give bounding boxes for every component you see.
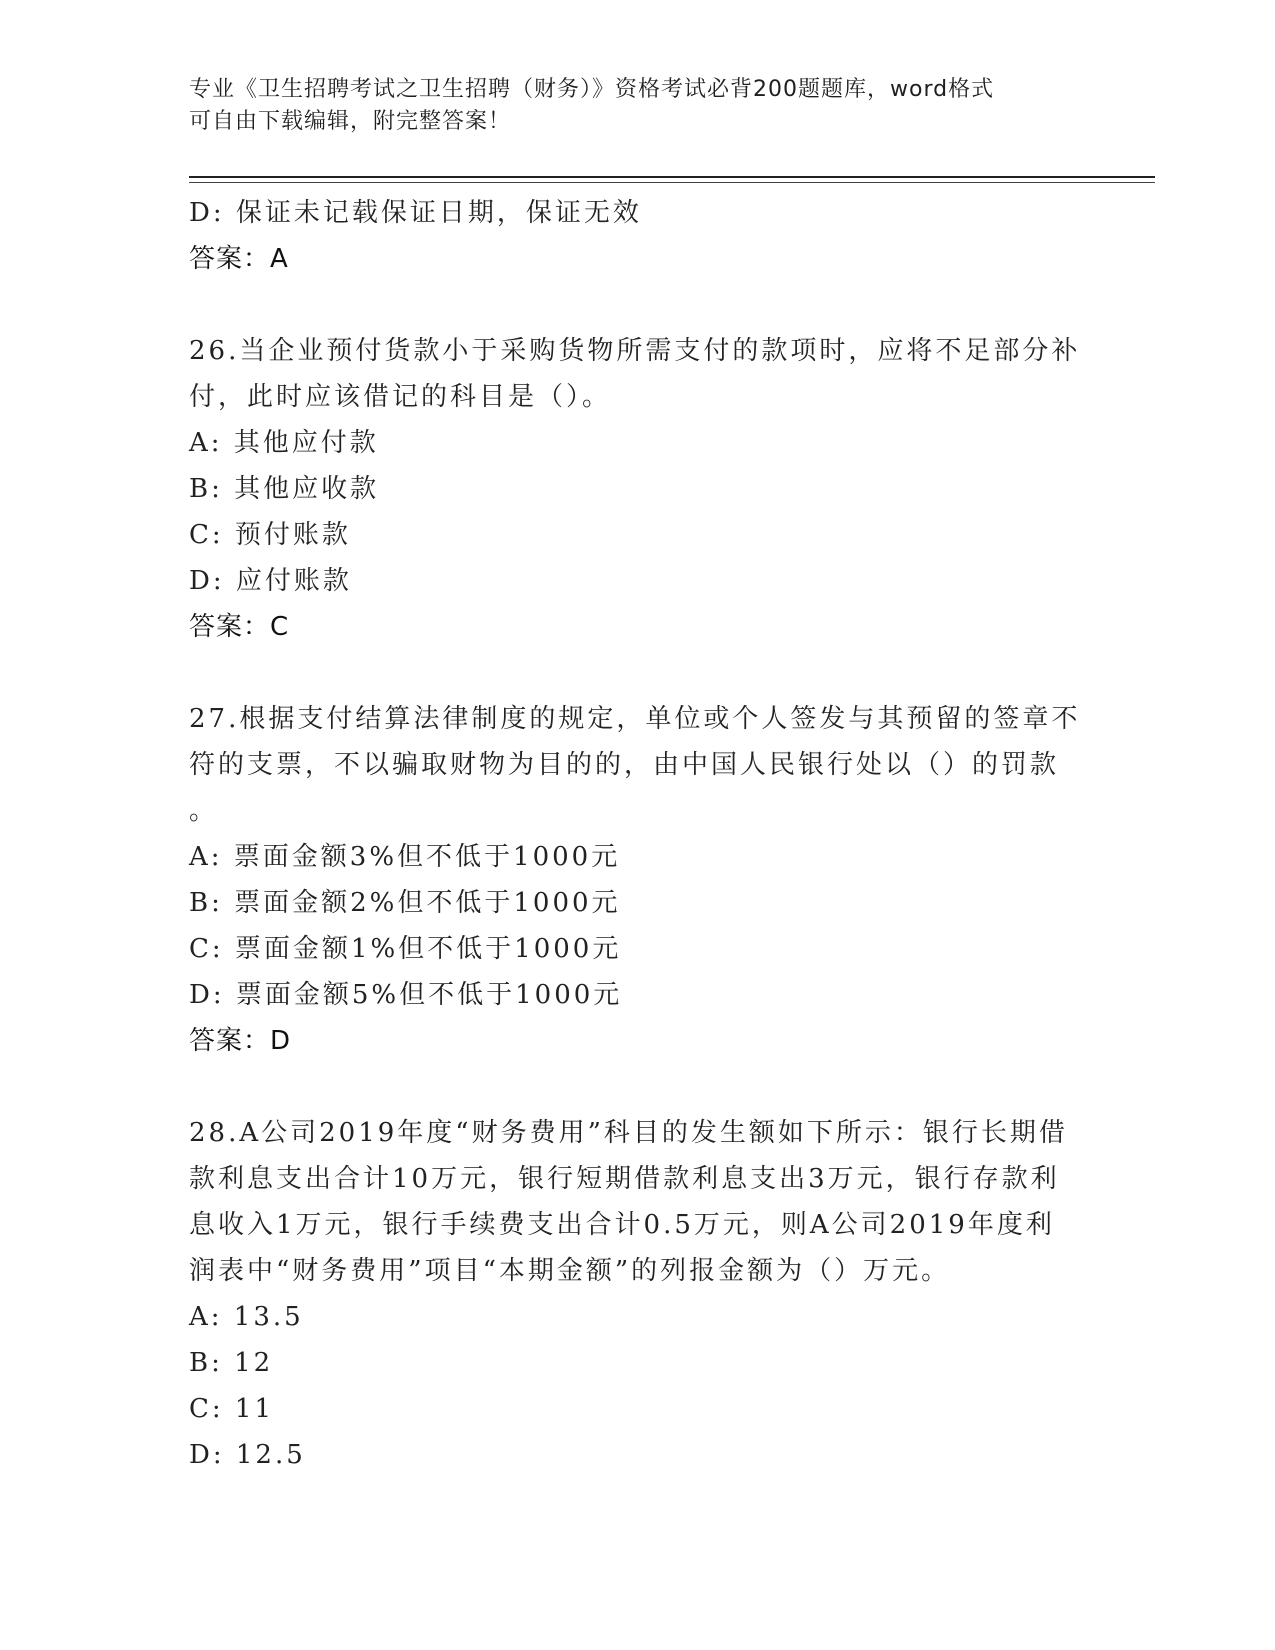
document-body — [189, 190, 1089, 1478]
option-d: D: 12.5 — [189, 1440, 306, 1470]
answer: 答案：D — [189, 1026, 292, 1056]
option-b: B: 票面金额2%但不低于1000元 — [189, 888, 621, 918]
question-text-line: 息收入1万元，银行手续费支出合计0.5万元，则A公司2019年度利 — [189, 1210, 1055, 1240]
option-d: D: 应付账款 — [189, 566, 352, 596]
option-a: A: 13.5 — [189, 1302, 304, 1332]
option-d: D: 票面金额5%但不低于1000元 — [189, 980, 623, 1010]
question-text-line: 28.A公司2019年度“财务费用”科目的发生额如下所示：银行长期借 — [189, 1118, 1068, 1148]
header-line-1: 专业《卫生招聘考试之卫生招聘（财务）》资格考试必背200题题库，word格式 — [189, 77, 995, 102]
prev-answer: 答案：A — [189, 244, 289, 274]
question-text-line: 润表中“财务费用”项目“本期金额”的列报金额为（）万元。 — [189, 1256, 951, 1286]
option-b: B: 其他应收款 — [189, 474, 380, 504]
question-26 — [189, 328, 1089, 650]
question-text-line: 26.当企业预付货款小于采购货物所需支付的款项时，应将不足部分补 — [189, 336, 1081, 366]
option-b: B: 12 — [189, 1348, 274, 1378]
question-28 — [189, 1110, 1089, 1478]
option-c: C: 票面金额1%但不低于1000元 — [189, 934, 622, 964]
question-text-line: 款利息支出合计10万元，银行短期借款利息支出3万元，银行存款利 — [189, 1164, 1060, 1194]
header-divider-thin — [189, 182, 1155, 183]
question-text-line: 付，此时应该借记的科目是（）。 — [189, 382, 612, 412]
question-text-line: 。 — [189, 796, 219, 826]
answer: 答案：C — [189, 612, 290, 642]
prev-option-d: D: 保证未记载保证日期，保证无效 — [189, 198, 642, 228]
question-text-line: 符的支票，不以骗取财物为目的的，由中国人民银行处以（）的罚款 — [189, 750, 1060, 780]
option-c: C: 11 — [189, 1394, 275, 1424]
question-text-line: 27.根据支付结算法律制度的规定，单位或个人签发与其预留的签章不 — [189, 704, 1081, 734]
question-27 — [189, 696, 1089, 1064]
option-c: C: 预付账款 — [189, 520, 351, 550]
option-a: A: 票面金额3%但不低于1000元 — [189, 842, 621, 872]
header-line-2: 可自由下载编辑，附完整答案！ — [189, 109, 512, 134]
option-a: A: 其他应付款 — [189, 428, 379, 458]
document-header — [189, 74, 1089, 138]
header-divider-thick — [189, 176, 1155, 178]
